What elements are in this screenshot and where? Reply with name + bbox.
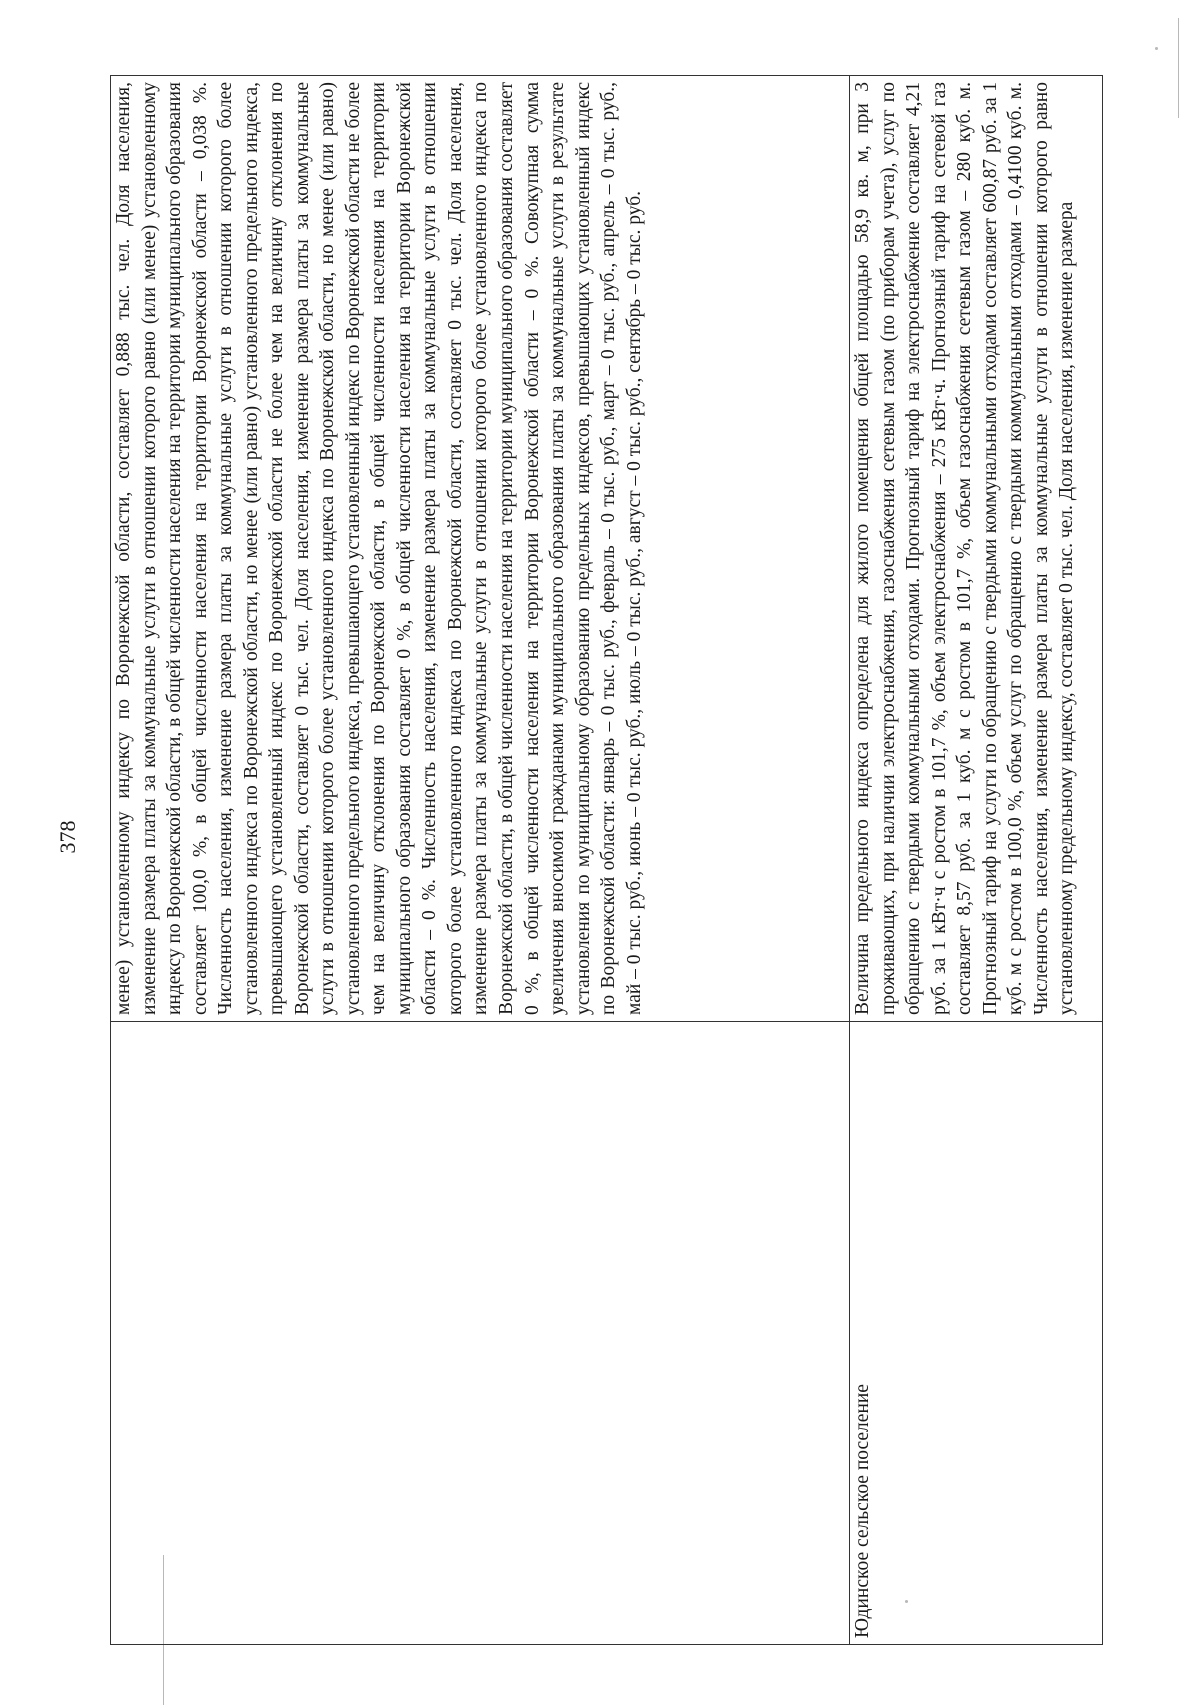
municipality-name-cell: Юдинское сельское поселение — [850, 1022, 1103, 1645]
indicator-description-cell: Величина предельного индекса определена для жилого помещения общей площадью 58,9 кв. м, при 3 проживающих, при наличии электроснабжения, газоснабжения сетевым газом (по приборам учета), услуг по обращению с твердыми коммунальными отходами. Прогнозный тариф на электроснабжение составляет 4,21 руб. за 1 кВт·ч с ростом в 101,7 %, объем электроснабжения – 275 кВт·ч. Прогнозный тариф на сетевой газ составляет 8,57 руб. за 1 куб. м с ростом в 101,7 %, объем газоснабжения сетевым газом – 280 куб. м. Прогнозный тариф на услуги по обращению с твердыми коммунальными отходами составляет 600,87 руб. за 1 куб. м с ростом в 100,0 %, объем услуг по обращению с твердыми коммунальными отходами – 0,4100 куб. м. Численность населения, изменение размера платы за коммунальные услуги в отношении которого равно установленному предельному индексу, составляет 0 тыс. чел. Доля населения, изменение размера — [850, 76, 1103, 1022]
table-row — [850, 76, 1103, 1645]
table-row — [111, 76, 850, 1645]
rotated-table-frame — [110, 75, 1105, 1645]
page-number: 378 — [55, 820, 80, 854]
indicator-description-cell: менее) установленному индексу по Воронежской области, составляет 0,888 тыс. чел. Доля населения, изменение размера платы за коммунальные услуги в отношении которого равно (или менее) установленному индексу по Воронежской области, в общей численности населения на территории муниципального образования составляет 100,0 %, в общей численности населения на территории Воронежской области – 0,038 %. Численность населения, изменение размера платы за коммунальные услуги в отношении которого более установленного индекса по Воронежской области, но менее (или равно) установленного предельного индекса, превышающего установленный индекс по Воронежской области не более чем на величину отклонения по Воронежской области, составляет 0 тыс. чел. Доля населения, изменение размера платы за коммунальные услуги в отношении которого более установленного индекса по Воронежской области, но менее (или равно) установленного предельного индекса, превышающего установленный индекс по Воронежской области не более чем на величину отклонения по Воронежской области, в общей численности населения на территории муниципального образования составляет 0 %, в общей численности населения на территории Воронежской области – 0 %. Численность населения, изменение размера платы за коммунальные услуги в отношении которого более установленного индекса по Воронежской области, составляет 0 тыс. чел. Доля населения, изменение размера платы за коммунальные услуги в отношении которого более установленного индекса по Воронежской области, в общей численности населения на территории муниципального образования составляет 0 %, в общей численности населения на территории Воронежской области – 0 %. Совокупная сумма увеличения вносимой гражданами муниципального образования платы за коммунальные услуги в результате установления по муниципальному образованию предельных индексов, превышающих установленный индекс по Воронежской области: январь – 0 тыс. руб., февраль – 0 тыс. руб., март – 0 тыс. руб., апрель – 0 тыс. руб., май – 0 тыс. руб., июнь – 0 тыс. руб., июль – 0 тыс. руб., август – 0 тыс. руб., сентябрь – 0 тыс. руб. — [111, 76, 850, 1022]
scan-edge-line — [1178, 18, 1179, 118]
scan-speck — [1155, 47, 1158, 50]
municipality-name-cell — [111, 1022, 850, 1645]
municipality-tariff-table — [110, 75, 1103, 1645]
document-table-region — [110, 75, 1105, 1645]
